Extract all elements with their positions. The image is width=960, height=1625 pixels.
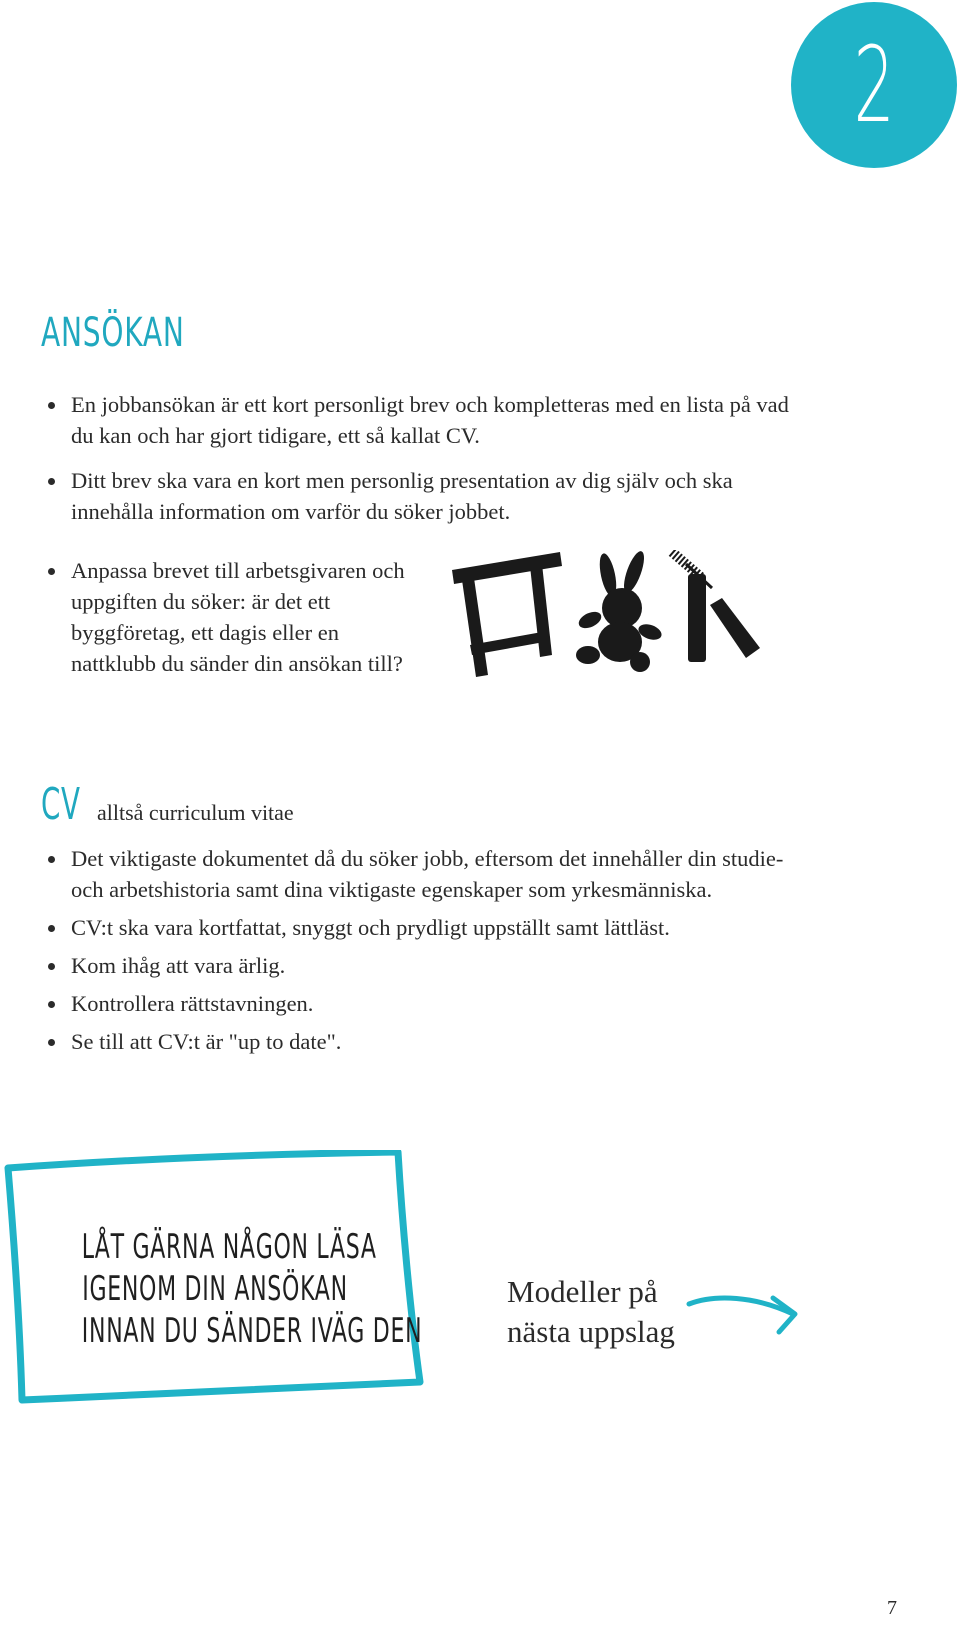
callout-line: INNAN DU SÄNDER IVÄG DEN [81,1311,423,1351]
ansokan-adapt-bullet [41,555,421,679]
page-number: 7 [887,1597,897,1619]
ansokan-bullet-list [41,389,801,541]
chapter-number: 2 [853,24,895,146]
list-item: Se till att CV:t är "up to date". [41,1026,801,1057]
section-heading-ansokan: ANSÖKAN [41,310,185,356]
models-note [507,1272,675,1352]
cv-subtitle: alltså curriculum vitae [97,800,294,825]
callout-line: IGENOM DIN ANSÖKAN [82,1269,348,1309]
list-item: CV:t ska vara kortfattat, snyggt och prydligt uppställt samt lättläst. [41,912,801,943]
chapter-badge [791,2,957,168]
list-item: Anpassa brevet till arbetsgivaren och uppgiften du söker: är det ett byggföretag, ett dagis eller en nattklubb du sänder din ansökan till? [41,555,421,679]
bunny-icon [576,550,664,672]
list-item: En jobbansökan är ett kort personligt brev och kompletteras med en lista på vad du kan och har gjort tidigare, ett så kallat CV. [41,389,801,451]
section-heading-cv: CV [41,779,81,830]
mascara-icon [672,552,760,662]
workplace-icons [450,550,790,690]
models-note-line: Modeller på [507,1274,658,1309]
models-note-line: nästa uppslag [507,1314,675,1349]
cv-bullet-list [41,843,801,1064]
callout-line: LÅT GÄRNA NÅGON LÄSA [81,1227,377,1267]
sawhorse-icon [452,552,562,677]
list-item: Kontrollera rättstavningen. [41,988,801,1019]
list-item: Det viktigaste dokumentet då du söker jobb, eftersom det innehåller din studie- och arbetshistoria samt dina viktigaste egenskaper som yrkesmänniska. [41,843,801,905]
list-item: Kom ihåg att vara ärlig. [41,950,801,981]
list-item: Ditt brev ska vara en kort men personlig presentation av dig själv och ska innehålla information om varför du söker jobbet. [41,465,801,527]
arrow-right-icon [685,1290,805,1340]
callout-text [30,1226,423,1352]
